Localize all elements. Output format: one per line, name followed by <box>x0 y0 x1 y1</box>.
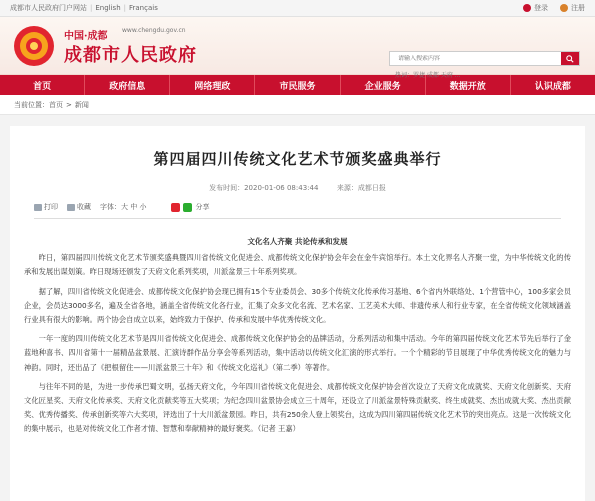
logo-small-text: 中国·成都 <box>64 31 108 42</box>
nav-citizen-services[interactable]: 市民服务 <box>255 75 340 95</box>
breadcrumb-separator: > <box>66 100 72 109</box>
user-icon <box>523 4 531 12</box>
login-link[interactable] <box>523 3 548 13</box>
site-name-link[interactable]: 成都市人民政府门户网站 <box>10 4 87 12</box>
article-meta <box>10 183 585 193</box>
search-box <box>389 51 580 66</box>
article-source: 来源：成都日报 <box>336 184 386 192</box>
hot-words[interactable]: 热词：罗捷 成都 天府 ... <box>395 72 461 79</box>
english-link[interactable]: English <box>95 4 121 12</box>
chengdu-emblem-icon[interactable] <box>10 23 58 69</box>
site-header <box>0 17 595 79</box>
font-size-selector[interactable]: 字体：大 中 小 <box>100 203 147 211</box>
print-button[interactable] <box>34 202 58 212</box>
nav-open-data[interactable]: 数据开放 <box>426 75 511 95</box>
nav-about-chengdu[interactable]: 认识成都 <box>534 81 571 92</box>
divider: | <box>90 4 93 12</box>
share-label: 分享 <box>195 203 210 211</box>
divider: | <box>123 4 126 12</box>
article-tools <box>34 202 561 219</box>
print-icon <box>34 204 42 211</box>
favorite-label: 收藏 <box>77 203 91 211</box>
paragraph: 一年一度的四川传统文化艺术节是四川省传统文化促进会、成都传统文化保护协会的品牌活动，分系列活动和集中活动。今年的第四届传统文化艺术节先后举行了金蓝地种喜书、四川省第十一届精品盆景展、汇演诗群作品分享会等系列活动，集中活动以传统文化汇演的形式举行。一个个精彩的节目展现了中华优秀传统文化的魅力与神韵。同时，还出品了《把根留住——川派盆景三十年》和《传统文化巡礼》（第二季）等著作。 <box>24 334 571 372</box>
share-group <box>171 202 209 212</box>
article-body <box>10 235 585 437</box>
breadcrumb-home[interactable]: 首页 <box>49 100 63 109</box>
breadcrumb-news[interactable]: 新闻 <box>74 100 89 109</box>
register-label: 注册 <box>571 4 585 12</box>
register-link[interactable] <box>560 3 585 13</box>
search-icon <box>566 55 574 63</box>
publish-time: 发布时间：2020-01-06 08:43:44 <box>209 184 319 192</box>
paragraph: 与往年不同的是，为进一步传承巴蜀文明，弘扬天府文化，今年四川省传统文化促进会、成都传统文化保护协会首次设立了天府文化成就奖、天府文化创新奖、天府文化匠星奖、天府文化传承奖、天府文化贡献奖等五大奖项；为纪念四川盆景协会成立三十周年，还设立了川派盆景特殊贡献奖、终生成就奖、杰出成就大奖、杰出贡献奖、优秀传播奖、传承创新奖等六大奖项，评选出了十大川派盆景园。昨日，共有250余人登上领奖台，这成为四川第四届传统文化艺术节的突出亮点。这是一次传统文化的集中展示，也是对传统文化工作者才情、智慧和奉献精神的最好褒奖。（记者 王嘉） <box>24 381 571 434</box>
login-label: 登录 <box>534 4 548 12</box>
star-icon <box>67 204 75 211</box>
site-logo-title[interactable]: 成都市人民政府 <box>64 45 197 66</box>
logo-url: www.chengdu.gov.cn <box>122 27 186 34</box>
print-label: 打印 <box>44 203 58 211</box>
weibo-share-icon[interactable] <box>171 203 180 212</box>
breadcrumb <box>0 95 595 115</box>
favorite-button[interactable] <box>67 202 91 212</box>
paragraph: 据了解，四川省传统文化促进会、成都传统文化保护协会现已拥有15个专业委员会、30多个传统文化传承传习基地、6个省内外联络处、1个营管中心，100多家会员企业，会员达3000多名，遍及全省各地，涵盖全省传统文化各行业，汇集了众多文化名流、艺术名家、工艺美术大师、非遗传承人和行业专家，在全省传统文化领域涵盖行业具有很大的影响。两个协会自成立以来，始终致力于保护、传承和发展中华优秀传统文化。 <box>24 286 571 325</box>
register-icon <box>560 4 568 12</box>
wechat-share-icon[interactable] <box>183 203 192 212</box>
search-input[interactable] <box>390 55 561 62</box>
nav-online-governance[interactable]: 网络理政 <box>170 75 255 95</box>
article-subhead: 文化名人齐聚 共论传承和发展 <box>247 237 348 246</box>
article-title: 第四届四川传统文化艺术节颁奖盛典举行 <box>153 150 442 168</box>
nav-enterprise-services[interactable]: 企业服务 <box>341 75 426 95</box>
article-container <box>10 126 585 501</box>
paragraph: 昨日，第四届四川传统文化艺术节颁奖盛典暨四川省传统文化促进会、成都传统文化保护协会年会在金牛宾馆举行。本土文化界名人齐聚一堂，为中华传统文化的传承和发展出谋划策。昨日现场还颁发了天府文化系列奖项，川派盆景三十年系列奖项。 <box>24 253 571 277</box>
nav-gov-info[interactable]: 政府信息 <box>85 75 170 95</box>
search-button[interactable] <box>561 52 579 65</box>
breadcrumb-label: 当前位置： <box>14 100 49 109</box>
top-utility-bar <box>0 0 595 17</box>
main-nav <box>0 75 595 95</box>
french-link[interactable]: Français <box>129 4 158 12</box>
nav-home[interactable]: 首页 <box>0 75 85 95</box>
